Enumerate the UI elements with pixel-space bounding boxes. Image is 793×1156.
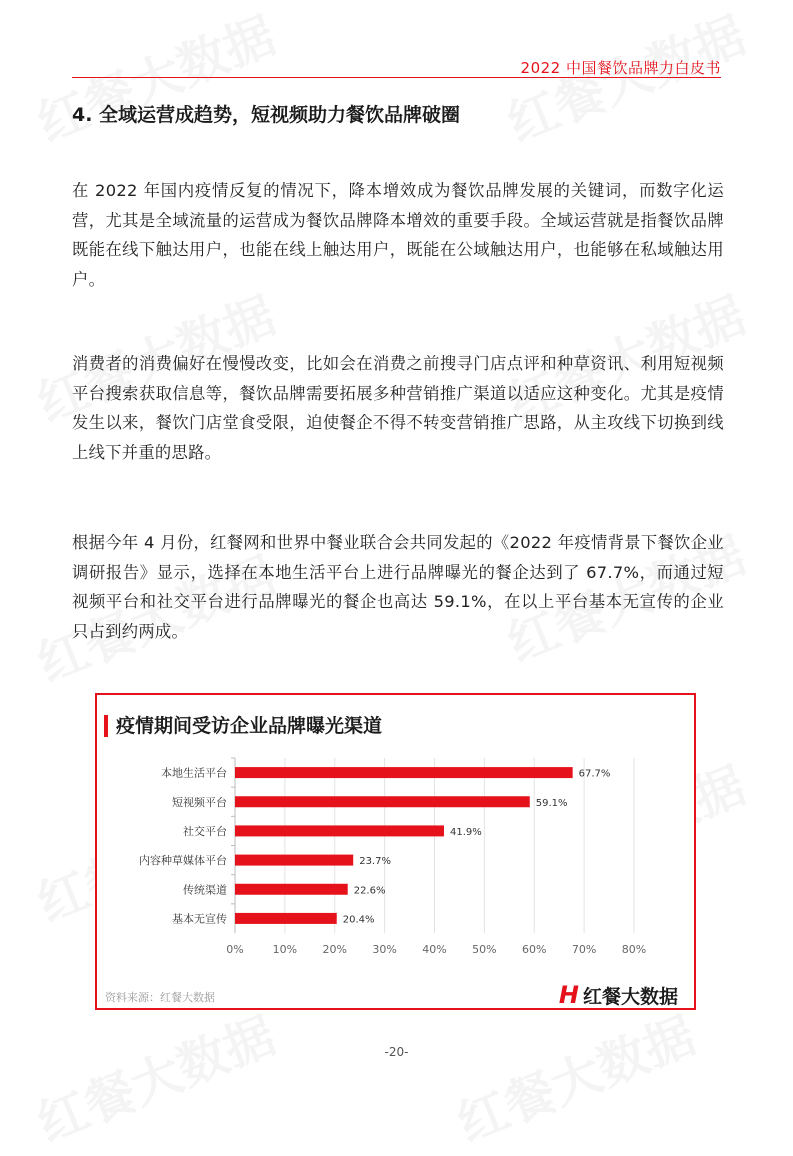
x-tick-label: 40%: [422, 943, 447, 956]
x-tick-label: 70%: [571, 943, 597, 956]
bar-chart: [97, 695, 694, 1008]
bar: [235, 913, 337, 924]
category-label: 内容种草媒体平台: [139, 854, 227, 868]
brand-logo: [559, 981, 678, 1009]
header-title: 2022 中国餐饮品牌力白皮书: [520, 59, 721, 77]
x-tick-label: 80%: [621, 943, 647, 956]
category-label: 传统渠道: [183, 883, 227, 897]
x-tick-label: 20%: [322, 943, 347, 956]
data-label: 59.1%: [535, 797, 568, 809]
bar: [235, 796, 530, 807]
page-number: -20-: [384, 1045, 409, 1059]
data-label: 20.4%: [342, 914, 375, 926]
chart-title: 疫情期间受访企业品牌曝光渠道: [116, 715, 383, 737]
bar: [235, 855, 353, 866]
x-tick-label: 30%: [372, 943, 397, 956]
watermark: [26, 996, 285, 1156]
data-label: 41.9%: [449, 826, 482, 838]
logo-icon: H: [558, 981, 579, 1009]
x-tick-label: 0%: [226, 943, 244, 956]
logo-text: 红餐大数据: [582, 985, 678, 1008]
category-label: 本地生活平台: [161, 766, 227, 780]
x-tick-label: 60%: [522, 943, 547, 956]
source-note: 资料来源：红餐大数据: [105, 991, 215, 1004]
paragraph-2: 消费者的消费偏好在慢慢改变，比如会在消费之前搜寻门店点评和种草资讯、利用短视频平台搜索获取信息等，餐饮品牌需要拓展多种营销推广渠道以适应这种变化。尤其是疫情发生以来，餐饮门店堂食受限，迫使餐企不得不转变营销推广思路，从主攻线下切换到线上线下并重的思路。: [72, 354, 724, 462]
watermark: [26, 0, 285, 156]
data-label: 22.6%: [353, 885, 386, 897]
x-tick-label: 50%: [472, 943, 497, 956]
data-label: 67.7%: [578, 768, 611, 780]
category-label: 短视频平台: [172, 795, 227, 809]
section-heading: 4. 全域运营成趋势，短视频助力餐饮品牌破圈: [72, 104, 461, 126]
category-label: 社交平台: [183, 824, 227, 838]
bar: [235, 767, 573, 778]
chart-frame: [95, 693, 696, 1010]
x-tick-label: 10%: [272, 943, 298, 956]
category-label: 基本无宣传: [172, 912, 227, 926]
watermark: [446, 996, 705, 1156]
paragraph-1: 在 2022 年国内疫情反复的情况下，降本增效成为餐饮品牌发展的关键词，而数字化运营，尤其是全域流量的运营成为餐饮品牌降本增效的重要手段。全域运营就是指餐饮品牌既能在线下触达用户，也能在线上触达用户，既能在公域触达用户，也能够在私域触达用户。: [72, 181, 724, 289]
bar: [235, 884, 348, 895]
watermark: [496, 0, 755, 156]
data-label: 23.7%: [359, 856, 391, 868]
paragraph-3: 根据今年 4 月份，红餐网和世界中餐业联合会共同发起的《2022 年疫情背景下餐饮企业调研报告》显示，选择在本地生活平台上进行品牌曝光的餐企达到了 67.7%，而通过短视频平台和社交平台进行品牌曝光的餐企也高达 59.1%，在以上平台基本无宣传的企业只占到约两成。: [72, 533, 724, 641]
header-divider: [72, 77, 721, 78]
bar: [235, 825, 444, 836]
